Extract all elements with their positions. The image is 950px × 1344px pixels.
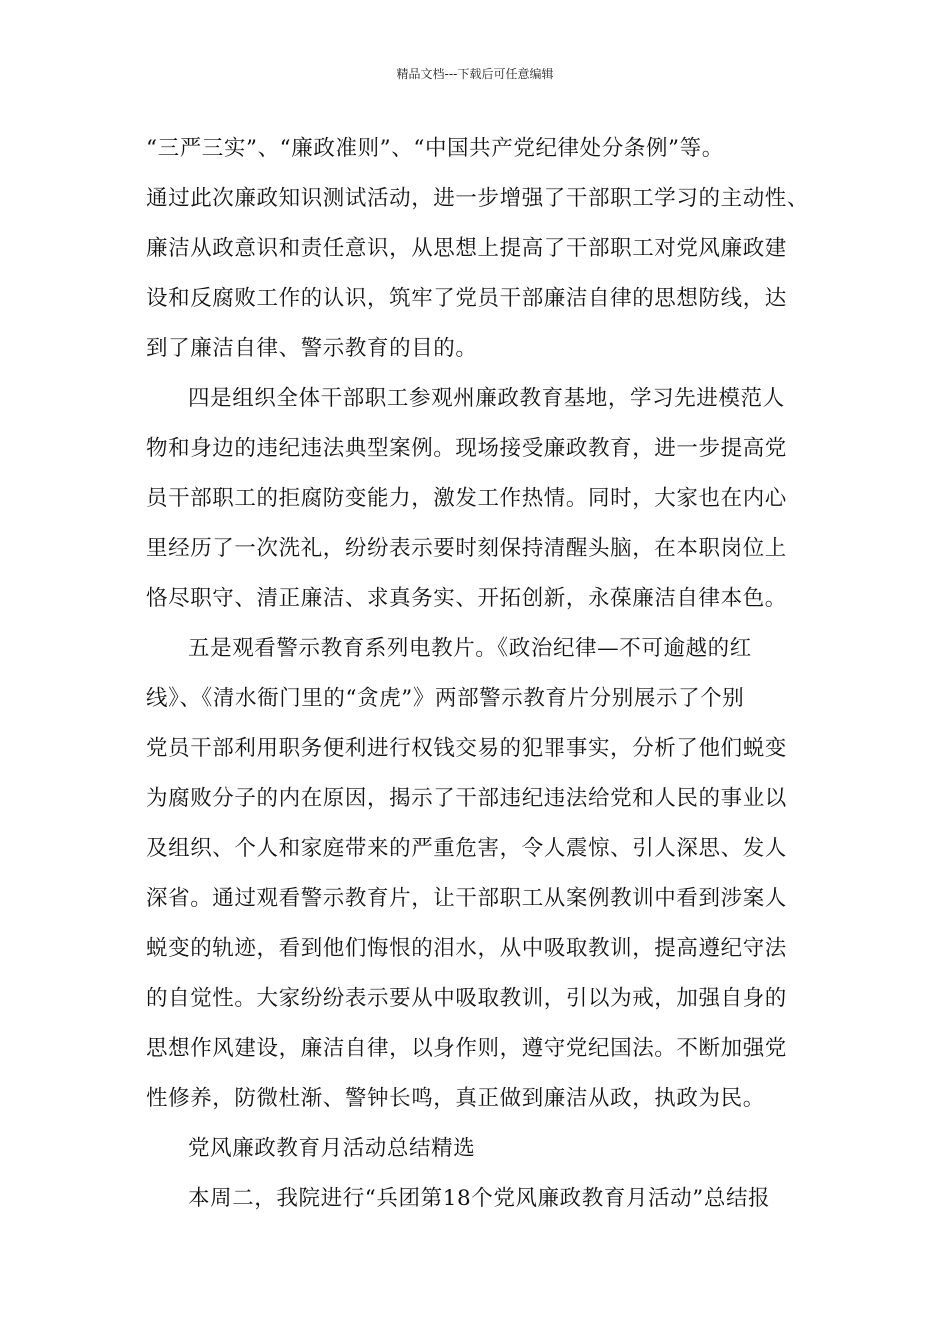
text-line: 线》、《清水衙门里的“贪虎”》两部警示教育片分别展示了个别 xyxy=(146,686,745,711)
text-line: 思想作风建设，廉洁自律，以身作则，遵守党纪国法。不断加强党 xyxy=(146,1036,787,1061)
text-line: 的自觉性。大家纷纷表示要从中吸取教训，引以为戒，加强自身的 xyxy=(146,986,787,1011)
text-line: 党员干部利用职务便利进行权钱交易的犯罪事实，分析了他们蜕变 xyxy=(146,736,787,761)
text-line: 里经历了一次洗礼，纷纷表示要时刻保持清醒头脑，在本职岗位上 xyxy=(146,536,787,561)
paragraph-start-line: 本周二，我院进行“兵团第18个党风廉政教育月活动”总结报 xyxy=(188,1186,771,1211)
text-line: 员干部职工的拒腐防变能力，激发工作热情。同时，大家也在内心 xyxy=(146,486,787,511)
text-line: “三严三实”、“廉政准则”、“中国共产党纪律处分条例”等。 xyxy=(146,136,724,161)
text-line: 通过此次廉政知识测试活动，进一步增强了干部职工学习的主动性、 xyxy=(146,186,810,211)
section-heading: 党风廉政教育月活动总结精选 xyxy=(188,1136,476,1161)
text-line: 到了廉洁自律、警示教育的目的。 xyxy=(146,336,478,361)
text-line: 为腐败分子的内在原因，揭示了干部违纪违法给党和人民的事业以 xyxy=(146,786,787,811)
paragraph-start-line: 五是观看警示教育系列电教片。《政治纪律—不可逾越的红 xyxy=(188,636,752,661)
text-line: 性修养，防微杜渐、警钟长鸣，真正做到廉洁从政，执政为民。 xyxy=(146,1086,765,1111)
paragraph-start-line: 四是组织全体干部职工参观州廉政教育基地，学习先进模范人 xyxy=(188,386,785,411)
document-body xyxy=(146,124,812,1224)
text-line: 恪尽职守、清正廉洁、求真务实、开拓创新，永葆廉洁自律本色。 xyxy=(146,586,787,611)
text-line: 蜕变的轨迹，看到他们悔恨的泪水，从中吸取教训，提高遵纪守法 xyxy=(146,936,787,961)
text-line: 廉洁从政意识和责任意识，从思想上提高了干部职工对党风廉政建 xyxy=(146,236,787,261)
text-line: 及组织、个人和家庭带来的严重危害，令人震惊、引人深思、发人 xyxy=(146,836,787,861)
text-line: 深省。通过观看警示教育片，让干部职工从案例教训中看到涉案人 xyxy=(146,886,787,911)
text-line: 物和身边的违纪违法典型案例。现场接受廉政教育，进一步提高党 xyxy=(146,436,787,461)
page-header: 精品文档---下载后可任意编辑 xyxy=(396,67,554,81)
text-line: 设和反腐败工作的认识，筑牢了党员干部廉洁自律的思想防线，达 xyxy=(146,286,787,311)
